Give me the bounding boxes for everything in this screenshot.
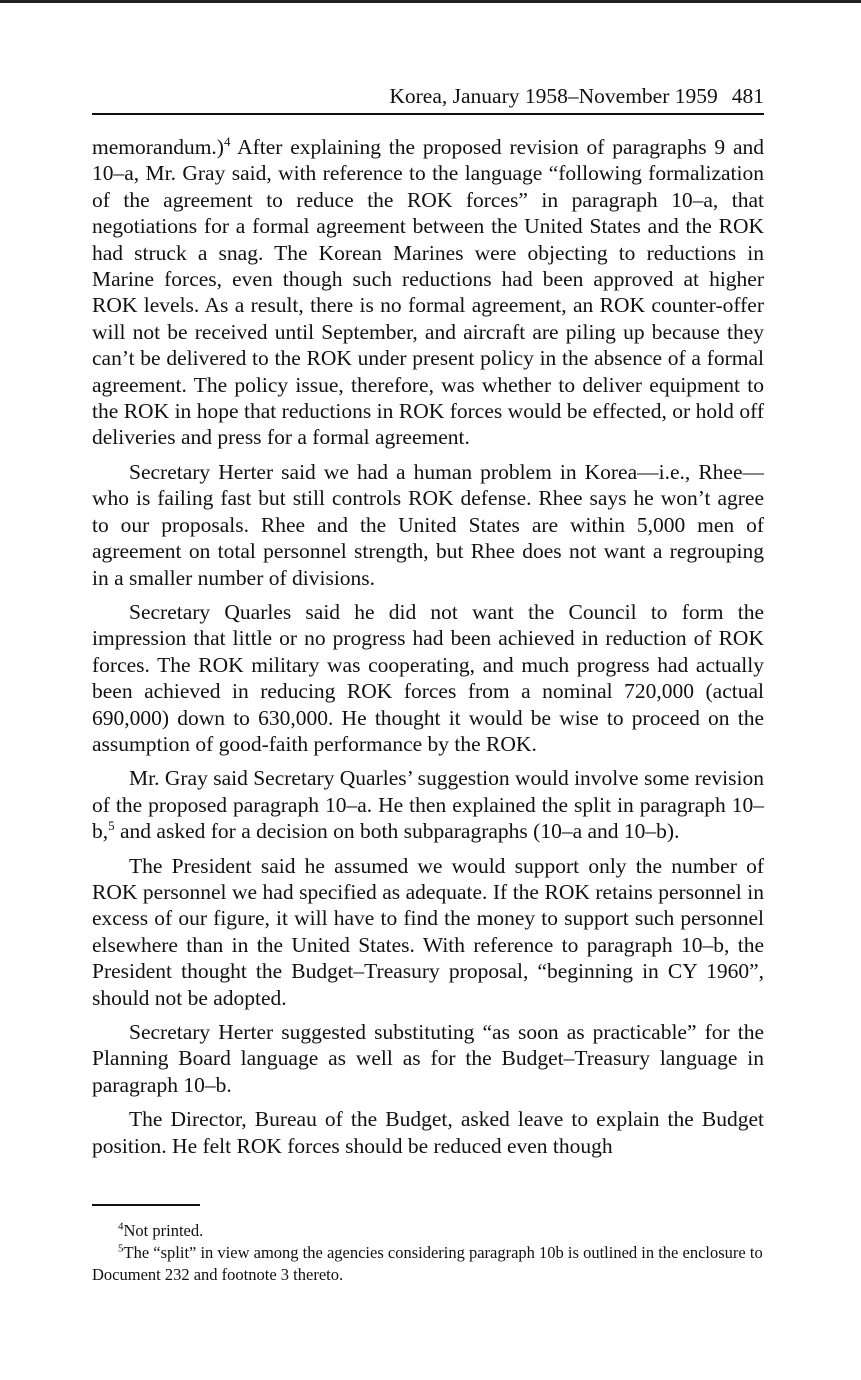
text-run: The Director, Bureau of the Budget, asked leave to explain the Budget position. He felt ROK forces should be reduced even though xyxy=(92,1107,764,1158)
header-title: Korea, January 1958–November 1959 xyxy=(389,84,718,108)
text-run: Mr. Gray said Secretary Quarles’ suggestion would involve some revision of the proposed paragraph 10–a. He then explained the split in paragraph 10–b, xyxy=(92,766,764,844)
footnote-ref: 4 xyxy=(223,133,231,149)
paragraph xyxy=(92,765,764,844)
footnote xyxy=(92,1242,764,1286)
text-run: Secretary Herter said we had a human problem in Korea—i.e., Rhee—who is failing fast but still controls ROK defense. Rhee says he won’t agree to our proposals. Rhee and the United States are within 5,000 men of agreement on total personnel strength, but Rhee does not want a regrouping in a smaller number of divisions. xyxy=(92,459,764,590)
footnote-ref: 5 xyxy=(108,818,115,833)
running-header xyxy=(92,82,764,115)
footnote-text: The “split” in view among the agencies considering paragraph 10b is outlined in the enclosure to Document 232 and footnote 3 thereto. xyxy=(92,1243,763,1284)
text-run: The President said he assumed we would support only the number of ROK personnel we had specified as adequate. If the ROK retains personnel in excess of our figure, it will have to find the money to support such personnel elsewhere than in the United States. With reference to paragraph 10–b, the President thought the Budget–Treasury proposal, “beginning in CY 1960”, should not be adopted. xyxy=(92,853,764,1010)
paragraph xyxy=(92,134,764,451)
paragraph xyxy=(92,459,764,591)
text-run: Secretary Herter suggested substituting “as soon as practicable” for the Planning Board language as well as for the Budget–Treasury language in paragraph 10–b. xyxy=(92,1020,764,1097)
page-number: 481 xyxy=(731,84,764,108)
footnote xyxy=(92,1220,764,1242)
text-run: memorandum.) xyxy=(92,135,224,159)
top-border-rule xyxy=(0,0,861,3)
body-text xyxy=(92,134,764,1167)
text-run: and asked for a decision on both subparagraphs (10–a and 10–b). xyxy=(114,819,680,844)
paragraph xyxy=(92,599,764,757)
footnote-separator xyxy=(92,1204,200,1206)
footnote-marker: 5 xyxy=(118,1242,124,1255)
paragraph xyxy=(92,1019,764,1098)
footnotes xyxy=(92,1220,764,1286)
text-run: Secretary Quarles said he did not want the Council to form the impression that little or no progress had been achieved in reduction of ROK forces. The ROK military was cooperating, and much progress had actually been achieved in reducing ROK forces from a nominal 720,000 (actual 690,000) down to 630,000. He thought it would be wise to proceed on the assumption of good-faith performance by the ROK. xyxy=(92,599,764,756)
text-run: After explaining the proposed revision of paragraphs 9 and 10–a, Mr. Gray said, with reference to the language “following formalization of the agreement to reduce the ROK forces” in paragraph 10–a, that negotiations for a formal agreement between the United States and the ROK had struck a snag. The Korean Marines were objecting to reductions in Marine forces, even though such reductions had been approved at higher ROK levels. As a result, there is no formal agreement, an ROK counter-offer will not be received until September, and aircraft are piling up because they can’t be delivered to the ROK under present policy in the absence of a formal agreement. The policy issue, therefore, was whether to deliver equipment to the ROK in hope that reductions in ROK forces would be effected, or hold off deliveries and press for a formal agreement. xyxy=(92,135,764,450)
paragraph xyxy=(92,1106,764,1159)
footnote-marker: 4 xyxy=(118,1220,124,1233)
paragraph xyxy=(92,853,764,1011)
footnote-text: Not printed. xyxy=(123,1221,204,1240)
